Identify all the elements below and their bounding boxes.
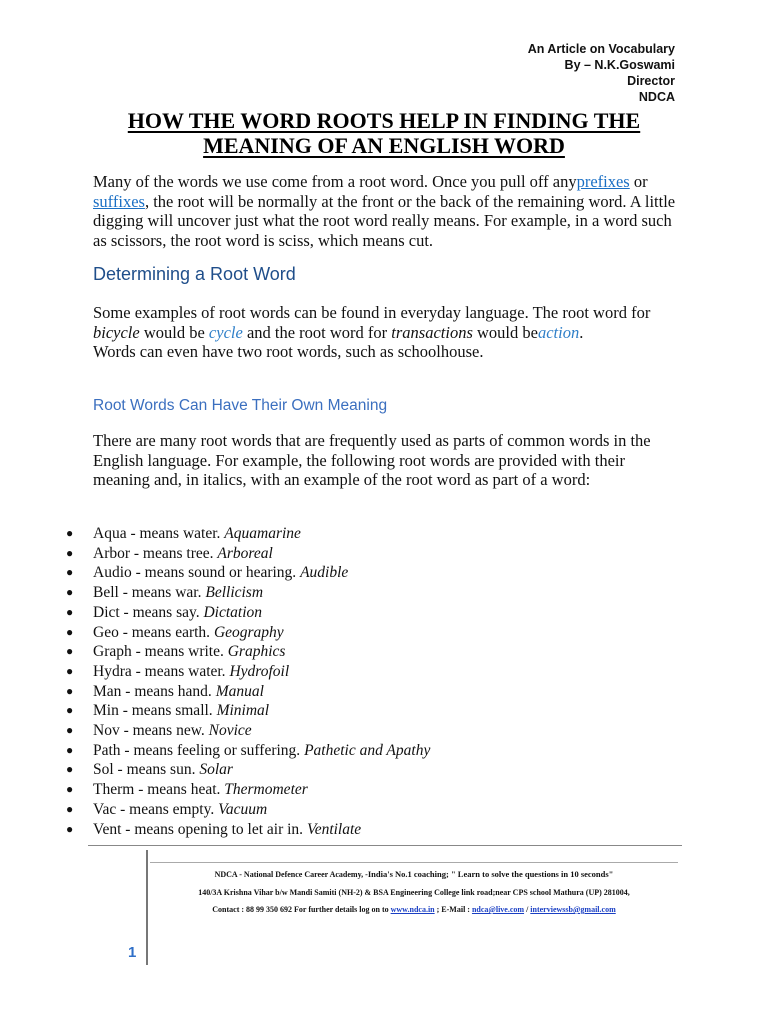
root-meaning: Aqua - means water. bbox=[93, 525, 225, 542]
root-meaning: Min - means small. bbox=[93, 702, 217, 720]
root-example: cycle bbox=[208, 322, 243, 342]
list-item bbox=[66, 544, 430, 564]
root-example: Dictation bbox=[203, 603, 263, 621]
bullet-icon: ● bbox=[66, 526, 74, 540]
root-meaning: Path - means feeling or suffering. bbox=[93, 741, 305, 759]
footer-text: ; E-Mail : bbox=[434, 905, 472, 914]
bullet-icon: ● bbox=[66, 742, 74, 757]
root-meaning: Dict - means say. bbox=[93, 603, 204, 621]
paragraph-text: would be bbox=[139, 322, 209, 342]
footer-text: Contact : 88 99 350 692 For further details log on to bbox=[212, 905, 391, 914]
root-example: Graphics bbox=[227, 643, 286, 661]
bullet-icon: ● bbox=[66, 644, 74, 659]
header-line: Director bbox=[627, 74, 675, 88]
section1-paragraph bbox=[93, 303, 683, 362]
example-word: transactions bbox=[391, 322, 473, 342]
bullet-icon: ● bbox=[66, 801, 74, 816]
prefixes-link[interactable]: prefixes bbox=[576, 172, 630, 191]
section-heading-determining: Determining a Root Word bbox=[93, 264, 296, 284]
bullet-icon: ● bbox=[66, 624, 74, 639]
root-meaning: Audio - means sound or hearing. bbox=[93, 564, 301, 582]
list-item bbox=[66, 642, 430, 662]
footer-address: 140/3A Krishna Vihar b/w Mandi Samiti (NH-2) & BSA Engineering College link road;near CPS school Mathura (UP) 281004, bbox=[198, 888, 630, 897]
paragraph-text: Some examples of root words can be found in everyday language. The root word for bbox=[93, 303, 651, 322]
example-word: bicycle bbox=[93, 322, 140, 342]
website-link[interactable]: www.ndca.in bbox=[390, 905, 435, 914]
list-item bbox=[66, 780, 430, 800]
page-number: 1 bbox=[128, 944, 137, 961]
bullet-icon: ● bbox=[66, 565, 74, 580]
root-example: Vacuum bbox=[218, 800, 268, 818]
root-example: Ventilate bbox=[306, 820, 362, 838]
list-item bbox=[66, 741, 431, 761]
root-meaning: Man - means hand. bbox=[93, 682, 216, 700]
root-example: Audible bbox=[300, 564, 349, 582]
list-item bbox=[66, 701, 430, 721]
header-line: NDCA bbox=[638, 90, 675, 104]
list-item bbox=[66, 623, 430, 643]
footer-inner-divider bbox=[150, 862, 678, 863]
section-heading-own-meaning: Root Words Can Have Their Own Meaning bbox=[93, 397, 388, 414]
list-item bbox=[66, 682, 430, 702]
paragraph-text: . bbox=[579, 322, 584, 342]
root-example: Pathetic and Apathy bbox=[304, 741, 431, 759]
bullet-icon: ● bbox=[66, 683, 74, 698]
bullet-icon: ● bbox=[66, 762, 74, 777]
root-meaning: Geo - means earth. bbox=[93, 623, 214, 641]
root-meaning: Vent - means opening to let air in. bbox=[93, 820, 307, 838]
intro-text: or bbox=[629, 172, 648, 191]
root-meaning: Therm - means heat. bbox=[93, 781, 225, 799]
email-link[interactable]: interviewssb@gmail.com bbox=[530, 905, 616, 914]
list-item bbox=[66, 662, 430, 682]
list-item bbox=[66, 583, 430, 603]
suffixes-link[interactable]: suffixes bbox=[93, 191, 145, 211]
root-meaning: Graph - means write. bbox=[93, 643, 228, 661]
bullet-icon: ● bbox=[66, 663, 74, 678]
paragraph-text: and the root word for bbox=[242, 322, 392, 342]
footer-tagline: India's No.1 coaching; " Learn to solve the questions in 10 seconds" bbox=[367, 869, 614, 879]
bullet-icon: ● bbox=[66, 782, 74, 797]
title-line: HOW THE WORD ROOTS HELP IN FINDING THE bbox=[127, 108, 641, 133]
intro-text: , the root will be normally at the front or the back of the remaining word. A little digging will uncover just what the root word really means. For example, in a word such as scissors, the root word is sciss, which means cut. bbox=[93, 191, 676, 250]
root-example: Bellicism bbox=[205, 584, 264, 602]
intro-text: Many of the words we use come from a root word. Once you pull off any bbox=[93, 172, 577, 191]
footer-vertical-rule bbox=[146, 850, 148, 965]
root-word-list bbox=[66, 524, 431, 839]
root-example: Solar bbox=[199, 761, 233, 779]
footer-text: / bbox=[524, 905, 531, 914]
list-item bbox=[66, 721, 430, 741]
root-example: Thermometer bbox=[224, 781, 308, 799]
root-meaning: Vac - means empty. bbox=[93, 800, 219, 818]
paragraph-text: would be bbox=[472, 322, 538, 342]
bullet-icon: ● bbox=[66, 585, 74, 600]
bullet-icon: ● bbox=[66, 821, 74, 836]
root-example: Geography bbox=[213, 623, 284, 641]
footer-text: NDCA - National Defence Career Academy, - bbox=[214, 870, 368, 879]
root-meaning: Hydra - means water. bbox=[93, 662, 230, 680]
root-meaning: Bell - means war. bbox=[93, 584, 206, 602]
list-item bbox=[66, 603, 430, 623]
root-meaning: Sol - means sun. bbox=[93, 761, 200, 779]
section2-paragraph: There are many root words that are frequently used as parts of common words in the English language. For example, the following root words are provided with their meaning and, in italics, with an example of the root word as part of a word: bbox=[93, 431, 651, 489]
footer-academy-line bbox=[150, 869, 678, 879]
header-line: By – N.K.Goswami bbox=[564, 58, 675, 72]
root-meaning: Nov - means new. bbox=[93, 722, 209, 740]
intro-paragraph bbox=[93, 172, 683, 250]
bullet-icon: ● bbox=[66, 545, 74, 560]
list-item bbox=[66, 760, 430, 780]
root-example: Hydrofoil bbox=[229, 662, 290, 680]
bullet-icon: ● bbox=[66, 604, 74, 619]
article-header bbox=[528, 41, 675, 105]
root-example: Novice bbox=[208, 722, 252, 740]
root-example: Manual bbox=[215, 682, 264, 700]
root-example: action bbox=[537, 322, 580, 342]
list-item bbox=[66, 800, 430, 820]
root-example: Arboreal bbox=[217, 544, 273, 562]
footer-contact bbox=[150, 905, 678, 914]
root-example: Aquamarine bbox=[224, 525, 301, 542]
root-example: Minimal bbox=[216, 702, 270, 720]
footer-divider bbox=[88, 845, 682, 846]
list-item bbox=[66, 563, 430, 583]
list-item bbox=[66, 820, 430, 840]
title-line: MEANING OF AN ENGLISH WORD bbox=[203, 133, 565, 158]
email-link[interactable]: ndca@live.com bbox=[471, 905, 525, 914]
header-line: An Article on Vocabulary bbox=[527, 42, 675, 56]
list-item bbox=[66, 524, 430, 544]
paragraph-text: Words can even have two root words, such as schoolhouse. bbox=[93, 342, 484, 361]
bullet-icon: ● bbox=[66, 703, 74, 718]
page-title bbox=[92, 108, 676, 158]
root-meaning: Arbor - means tree. bbox=[93, 544, 218, 562]
bullet-icon: ● bbox=[66, 723, 74, 738]
